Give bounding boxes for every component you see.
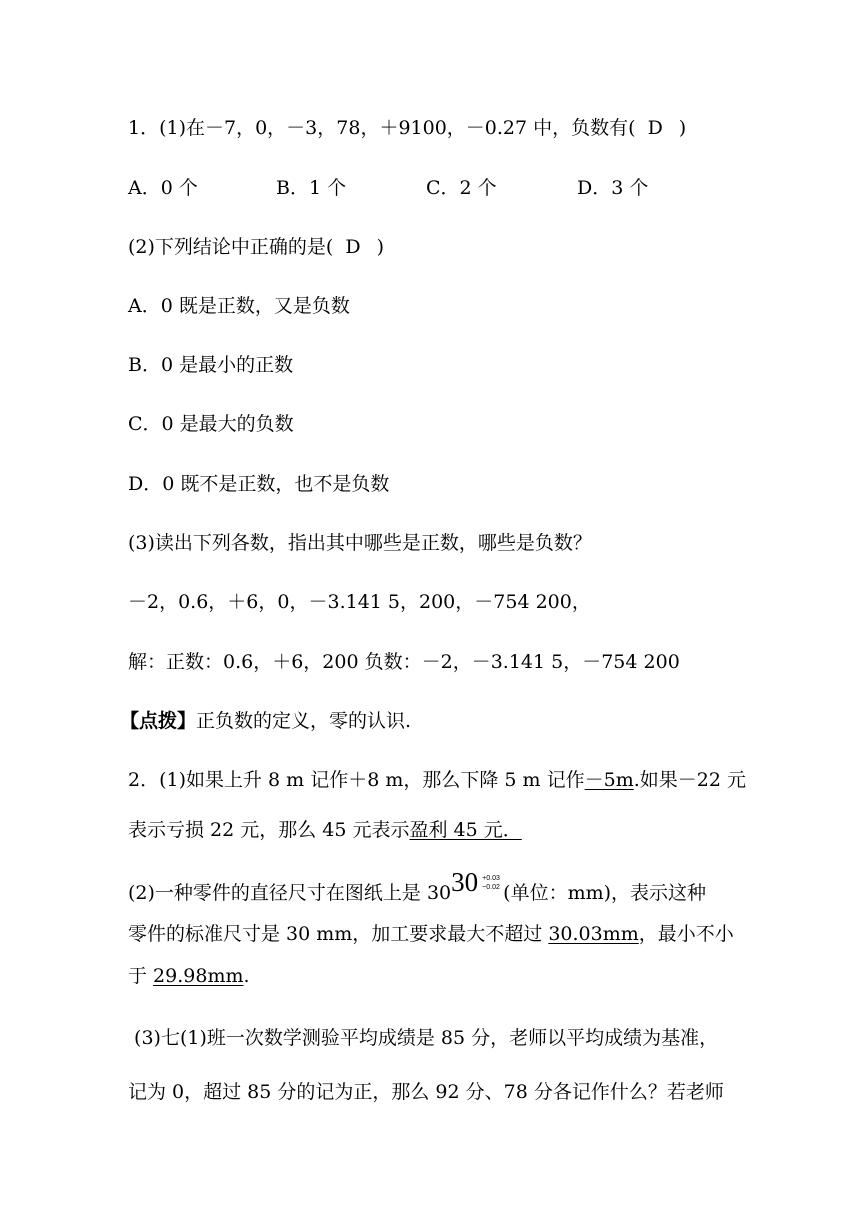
q1-part2-stem-text: (2)下列结论中正确的是( [128,236,334,258]
q1-part2-option-a: A．0 既是正数，又是负数 [128,295,350,317]
q2-part2-line1-text: (2)一种零件的直径尺寸在图纸上是 30 [128,882,452,904]
tolerance-lower: −0.02 [482,884,500,891]
q1-part2-option-d: D．0 既不是正数，也不是负数 [128,473,390,495]
q2-part2-line3-text: 于 [128,965,154,987]
q2-part2-blank-min: 29.98mm [153,965,244,987]
q1-tip [120,709,411,733]
q1-part1-options [0,176,860,200]
q1-part1-stem [128,116,686,140]
q2-part2-line3 [128,964,250,988]
q1-part1-option-b: B．1 个 [276,177,347,199]
q2-part1-line2 [128,818,522,842]
q1-part1-stem-text: 1．(1)在－7，0，－3，78，＋9100，－0.27 中，负数有( [128,117,636,139]
q2-part2-line2-text: 零件的标准尺寸是 30 mm，加工要求最大不超过 [128,923,549,945]
q2-part1-line2-text: 表示亏损 22 元，那么 45 元表示 [128,819,410,841]
q1-part1-option-d: D．3 个 [577,177,649,199]
q1-part1-option-a: A．0 个 [128,177,198,199]
q1-part3-solution: 解：正数：0.6，＋6，200 负数：－2，－3.141 5，－754 200 [128,651,680,673]
q1-part1-answer: D [647,117,663,139]
q1-part1-close: ) [678,117,687,139]
q2-part2-line3-rest: . [243,965,250,987]
q2-part2-line2-rest: ，最小不小 [638,923,734,945]
tip-label: 【点拨】 [120,710,197,732]
q1-part2-option-c: C．0 是最大的负数 [128,413,294,435]
q2-part1-line1-text: 2．(1)如果上升 8 m 记作＋8 m，那么下降 5 m 记作 [128,769,585,791]
q2-part1-blank2: 盈利 45 元． [409,819,522,841]
q1-part2-answer: D [345,236,361,258]
tip-text: 正负数的定义，零的认识. [196,710,412,732]
tolerance-base: 30 [451,867,479,897]
tolerance-upper: +0.03 [482,875,500,882]
q1-part2-close: ) [376,236,384,258]
q2-part2-line1-rest: (单位：mm)，表示这种 [497,882,707,904]
q1-part3-stem: (3)读出下列各数，指出其中哪些是正数，哪些是负数？ [128,532,592,554]
q2-part1-blank1: －5m [584,769,634,791]
q1-part1-option-c: C．2 个 [426,177,497,199]
tolerance-figure [451,867,500,905]
q2-part2-line2 [128,922,734,946]
q2-part1-line1-rest: .如果－22 元 [633,769,746,791]
q2-part2-line1 [128,867,707,905]
q1-part2-stem [128,235,384,259]
q2-part2-blank-max: 30.03mm [548,923,639,945]
q1-part3-numbers: －2，0.6，＋6，0，－3.141 5，200，－754 200， [128,591,591,613]
q2-part3-line2: 记为 0，超过 85 分的记为正，那么 92 分、78 分各记作什么？若老师 [128,1081,724,1103]
q2-part3-line1: (3)七(1)班一次数学测验平均成绩是 85 分，老师以平均成绩为基准， [128,1027,719,1049]
q1-part2-option-b: B．0 是最小的正数 [128,354,294,376]
q2-part1-line1 [128,768,746,792]
